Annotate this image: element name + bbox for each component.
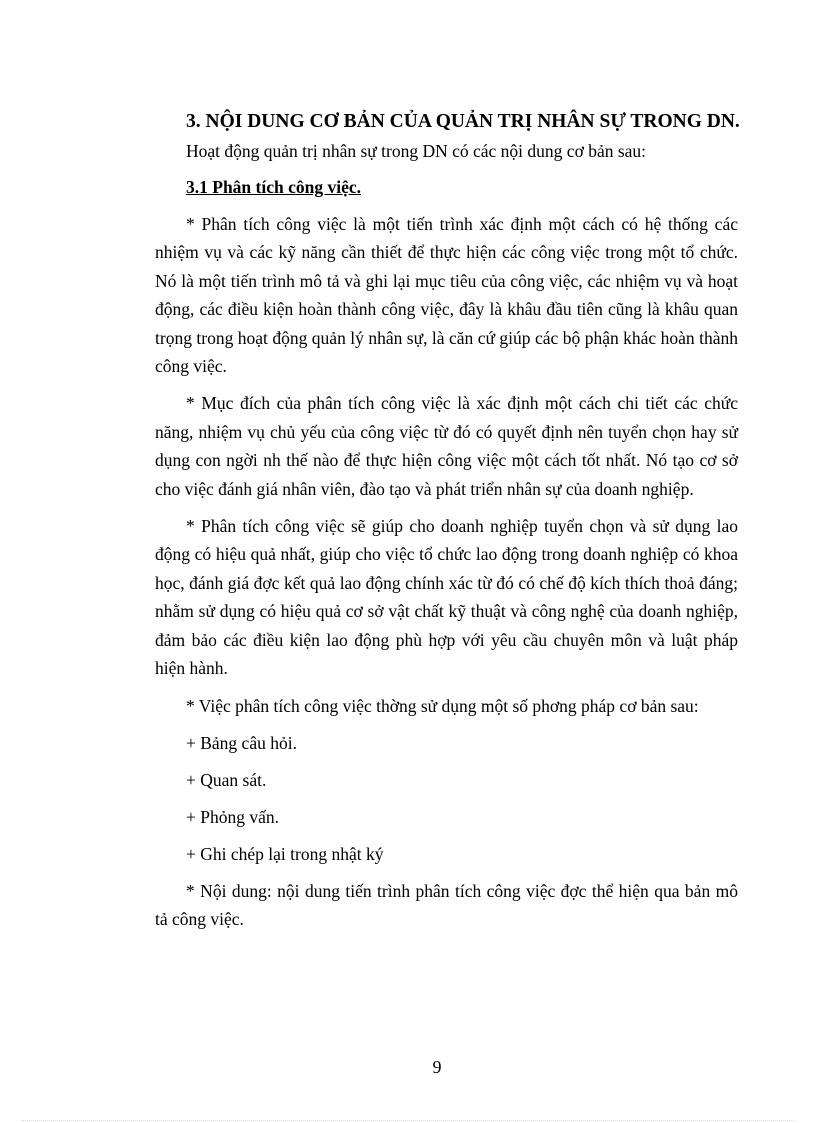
page-bottom-divider — [22, 1120, 794, 1121]
method-item-questionnaire: + Bảng câu hỏi. — [186, 732, 297, 753]
paragraph-content: * Nội dung: nội dung tiến trình phân tích công việc đợc thể hiện qua bản mô tả công việc. — [155, 880, 738, 930]
paragraph-definition: * Phân tích công việc là một tiến trình xác định một cách có hệ thống các nhiệm vụ và các kỹ năng cần thiết để thực hiện các công việc trong một tổ chức. Nó là một tiến trình mô tả và ghi lại mục tiêu của công việc, các nhiệm vụ và hoạt động, các điều kiện hoàn thành công việc, đây là khâu đầu tiên cũng là khâu quan trọng trong hoạt động quản lý nhân sự, là căn cứ giúp các bộ phận khác hoàn thành công việc. — [155, 214, 738, 377]
method-item-diary: + Ghi chép lại trong nhật ký — [186, 843, 384, 864]
method-item-interview: + Phỏng vấn. — [186, 806, 279, 827]
intro-sentence: Hoạt động quản trị nhân sự trong DN có các nội dung cơ bản sau: — [186, 141, 647, 161]
paragraph-benefits: * Phân tích công việc sẽ giúp cho doanh nghiệp tuyển chọn và sử dụng lao động có hiệu quả nhất, giúp cho việc tổ chức lao động trong doanh nghiệp có khoa học, đánh giá đợc kết quả lao động chính xác từ đó có chế độ kích thích thoả đáng; nhằm sử dụng có hiệu quả cơ sở vật chất kỹ thuật và công nghệ của doanh nghiệp, đảm bảo các điều kiện lao động phù hợp với yêu cầu chuyên môn và luật pháp hiện hành. — [155, 516, 738, 679]
subsection-heading: 3.1 Phân tích công việc. — [186, 177, 361, 197]
paragraph-methods-intro: * Việc phân tích công việc thờng sử dụng một số phơng pháp cơ bản sau: — [186, 695, 699, 716]
paragraph-purpose: * Mục đích của phân tích công việc là xác định một cách chi tiết các chức năng, nhiệm vụ chủ yếu của công việc từ đó có quyết định nên tuyển chọn hay sử dụng con ngời nh thế nào để thực hiện công việc một cách tốt nhất. Nó tạo cơ sở cho việc đánh giá nhân viên, đào tạo và phát triển nhân sự của doanh nghiệp. — [155, 393, 738, 499]
page-number: 9 — [432, 1057, 442, 1077]
method-item-observation: + Quan sát. — [186, 769, 267, 790]
page-content — [155, 108, 738, 934]
section-heading: 3. NỘI DUNG CƠ BẢN CỦA QUẢN TRỊ NHÂN SỰ TRONG DN. — [186, 111, 740, 132]
